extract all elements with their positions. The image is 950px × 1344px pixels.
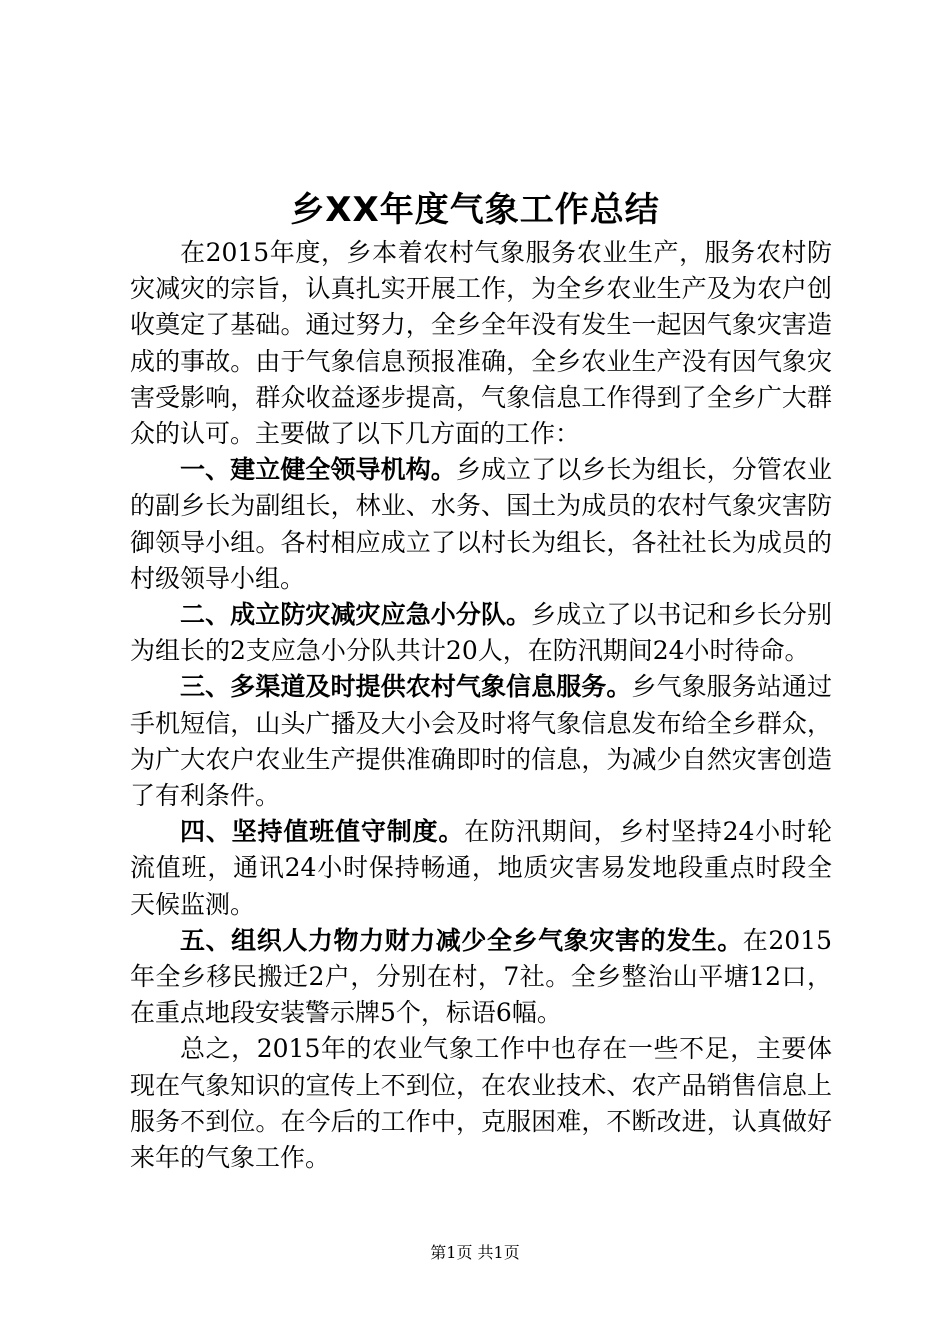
- section-heading-5: 五、组织人力物力财力减少全乡气象灾害的发生。: [180, 925, 743, 955]
- section-text-2: 乡成立了以书记和乡长分别为组长的2支应急小分队共计20人，在防汛期间24小时待命。: [130, 600, 832, 666]
- section-heading-2: 二、成立防灾减灾应急小分队。: [180, 600, 532, 630]
- conclusion-paragraph: 总之，2015年的农业气象工作中也存在一些不足，主要体现在气象知识的宣传上不到位，在农业技术、农产品销售信息上服务不到位。在今后的工作中，克服困难，不断改进，认真做好来年的气象工作。: [130, 1034, 832, 1173]
- section-heading-1: 一、建立健全领导机构。: [180, 455, 456, 485]
- section-heading-3: 三、多渠道及时提供农村气象信息服务。: [180, 672, 632, 702]
- section-paragraph-3: [130, 669, 832, 814]
- section-text-3: 乡气象服务站通过手机短信，山头广播及大小会及时将气象信息发布给全乡群众，为广大农户农业生产提供准确即时的信息，为减少自然灾害创造了有利条件。: [130, 672, 832, 811]
- section-paragraph-5: [130, 923, 832, 1032]
- section-paragraph-1: [130, 452, 832, 597]
- section-text-4: 在防汛期间，乡村坚持24小时轮流值班，通讯24小时保持畅通，地质灾害易发地段重点时段全天候监测。: [130, 817, 832, 919]
- document-title: 乡XX年度气象工作总结: [290, 190, 660, 230]
- section-paragraph-4: [130, 814, 832, 923]
- section-text-1: 乡成立了以乡长为组长，分管农业的副乡长为副组长，林业、水务、国土为成员的农村气象灾害防御领导小组。各村相应成立了以村长为组长，各社社长为成员的村级领导小组。: [130, 455, 832, 593]
- document-body: [130, 235, 832, 1176]
- section-paragraph-2: [130, 597, 832, 669]
- intro-paragraph: 在2015年度，乡本着农村气象服务农业生产，服务农村防灾减灾的宗旨，认真扎实开展工作，为全乡农业生产及为农户创收奠定了基础。通过努力，全乡全年没有发生一起因气象灾害造成的事故。由于气象信息预报准确，全乡农业生产没有因气象灾害受影响，群众收益逐步提高，气象信息工作得到了全乡广大群众的认可。主要做了以下几方面的工作：: [130, 238, 832, 449]
- section-heading-4: 四、坚持值班值守制度。: [180, 817, 465, 847]
- section-text-5: 在2015年全乡移民搬迁2户，分别在村，7社。全乡整治山平塘12口，在重点地段安装警示牌5个，标语6幅。: [130, 925, 832, 1028]
- page-footer: 第1页 共1页: [430, 1243, 520, 1262]
